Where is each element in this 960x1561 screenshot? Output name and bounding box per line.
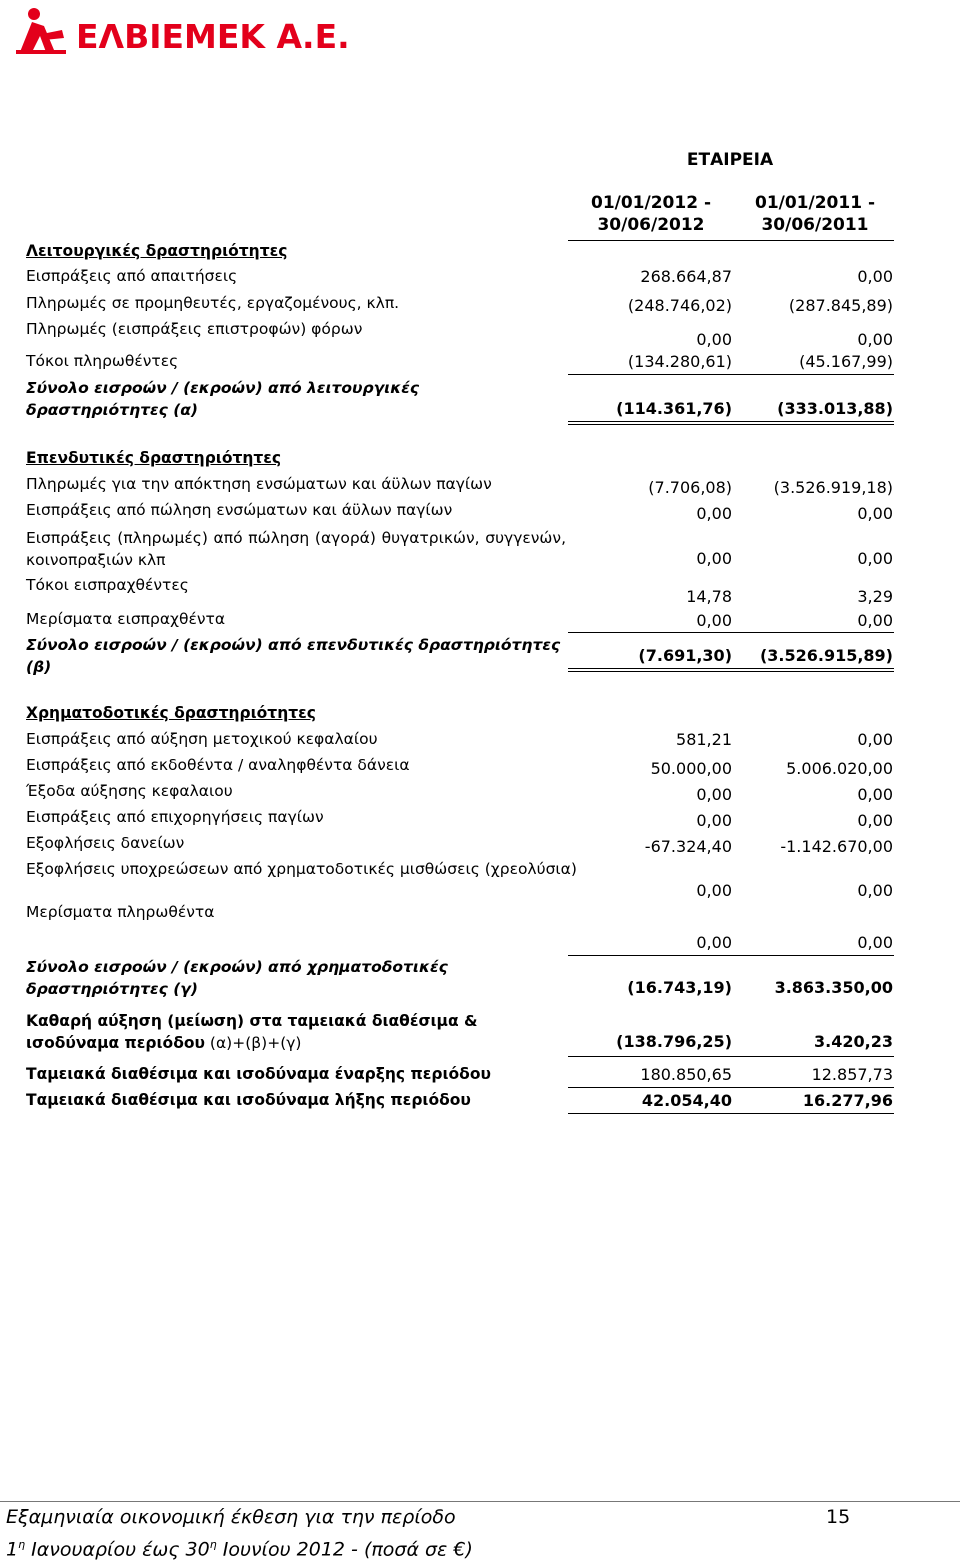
row-label: Εισπράξεις από πώληση ενσώματων και άϋλων παγίων xyxy=(26,501,453,519)
section-financing-title: Χρηματοδοτικές δραστηριότητες xyxy=(26,704,316,722)
row-value-2011: 5.006.020,00 xyxy=(786,759,893,778)
cash-rule xyxy=(568,1087,894,1088)
row-value-2011: 0,00 xyxy=(857,549,893,568)
row-value-2012: (7.706,08) xyxy=(648,478,732,497)
row-value-2012: 0,00 xyxy=(696,881,732,900)
net-change-2012: (138.796,25) xyxy=(616,1032,732,1051)
row-value-2012: 0,00 xyxy=(696,504,732,523)
net-change-2011: 3.420,23 xyxy=(814,1032,893,1051)
row-value-2011: (287.845,89) xyxy=(788,296,893,315)
subtotal-rule xyxy=(568,955,894,956)
row-value-2011: 0,00 xyxy=(857,933,893,952)
total-double-rule xyxy=(568,671,894,672)
row-label: Πληρωμές (εισπράξεις επιστροφών) φόρων xyxy=(26,320,363,338)
company-logo xyxy=(14,4,350,56)
footer-report-title: Εξαμηνιαία οικονομική έκθεση για την περίοδο xyxy=(6,1506,456,1528)
row-label: Μερίσματα εισπραχθέντα xyxy=(26,610,226,628)
logo-text: ΕΛΒΙΕΜΕΚ Α.Ε. xyxy=(76,17,350,56)
row-label: Τόκοι πληρωθέντες xyxy=(26,352,179,370)
row-value-2011: 0,00 xyxy=(857,504,893,523)
row-value-2012: 0,00 xyxy=(696,330,732,349)
net-rule xyxy=(568,1056,894,1057)
footer-period-post: Ιουνίου 2012 - (ποσά σε €) xyxy=(216,1538,473,1561)
total-financing-2012: (16.743,19) xyxy=(627,978,732,997)
row-label: Εισπράξεις από εκδοθέντα / αναληφθέντα δάνεια xyxy=(26,756,410,774)
footer-period xyxy=(6,1538,473,1560)
row-value-2012: 0,00 xyxy=(696,549,732,568)
logo-mark-icon xyxy=(14,4,350,56)
row-label: Εισπράξεις από επιχορηγήσεις παγίων xyxy=(26,808,324,826)
row-value-2012: 268.664,87 xyxy=(640,267,732,286)
footer-rule xyxy=(0,1501,960,1502)
row-label: Εισπράξεις από απαιτήσεις xyxy=(26,267,238,285)
cash-start-2012: 180.850,65 xyxy=(640,1065,732,1084)
row-label: Πληρωμές σε προμηθευτές, εργαζομένους, κλπ. xyxy=(26,294,400,312)
total-double-rule xyxy=(568,424,894,425)
header-rule xyxy=(568,240,894,241)
row-value-2011: (3.526.919,18) xyxy=(773,478,893,497)
total-financing-2011: 3.863.350,00 xyxy=(774,978,893,997)
cash-end-label: Ταμειακά διαθέσιμα και ισοδύναμα λήξης περιόδου xyxy=(26,1091,471,1109)
row-label: Εισπράξεις (πληρωμές) από πώληση (αγορά) θυγατρικών, συγγενών, κοινοπραξιών κλπ xyxy=(26,529,566,569)
cash-end-2012: 42.054,40 xyxy=(641,1091,732,1110)
total-investing-label: Σύνολο εισροών / (εκροών) από επενδυτικές δραστηριότητες (β) xyxy=(26,636,561,676)
row-value-2011: 0,00 xyxy=(857,811,893,830)
row-value-2011: 0,00 xyxy=(857,730,893,749)
row-value-2012: 0,00 xyxy=(696,811,732,830)
total-rule xyxy=(568,421,894,422)
row-value-2011: 0,00 xyxy=(857,330,893,349)
row-value-2011: 0,00 xyxy=(857,785,893,804)
footer-period-sup2: η xyxy=(209,1538,217,1551)
total-investing-2012: (7.691,30) xyxy=(638,646,732,665)
cash-end-2011: 16.277,96 xyxy=(802,1091,893,1110)
total-operating-2011: (333.013,88) xyxy=(777,399,893,418)
row-value-2012: 0,00 xyxy=(696,933,732,952)
total-rule xyxy=(568,668,894,669)
net-change-label-text: Καθαρή αύξηση (μείωση) στα ταμειακά διαθέσιμα & ισοδύναμα περιόδου xyxy=(26,1012,478,1052)
row-value-2011: 0,00 xyxy=(857,611,893,630)
entity-header: ΕΤΑΙΡΕΙΑ xyxy=(686,150,774,170)
row-value-2012: 50.000,00 xyxy=(650,759,732,778)
total-investing-2011: (3.526.915,89) xyxy=(759,646,893,665)
row-label: Τόκοι εισπραχθέντες xyxy=(26,576,189,594)
page-number: 15 xyxy=(826,1506,851,1528)
row-label: Εισπράξεις από αύξηση μετοχικού κεφαλαίου xyxy=(26,730,378,748)
net-change-formula: (α)+(β)+(γ) xyxy=(209,1034,302,1052)
row-value-2012: (134.280,61) xyxy=(627,352,732,371)
row-value-2012: 0,00 xyxy=(696,611,732,630)
row-value-2011: 0,00 xyxy=(857,881,893,900)
row-value-2012: 14,78 xyxy=(686,587,732,606)
footer-period-day1: 1 xyxy=(6,1538,19,1561)
row-label: Πληρωμές για την απόκτηση ενσώματων και άϋλων παγίων xyxy=(26,475,492,493)
row-value-2011: (45.167,99) xyxy=(799,352,893,371)
footer-period-mid: Ιανουαρίου έως 30 xyxy=(25,1538,210,1561)
period-2012-header: 01/01/2012 - 30/06/2012 xyxy=(590,193,712,235)
total-operating-2012: (114.361,76) xyxy=(616,399,732,418)
row-label: Μερίσματα πληρωθέντα xyxy=(26,903,215,921)
cash-start-2011: 12.857,73 xyxy=(811,1065,893,1084)
row-value-2012: (248.746,02) xyxy=(627,296,732,315)
total-operating-label: Σύνολο εισροών / (εκροών) από λειτουργικές δραστηριότητες (α) xyxy=(26,379,420,419)
cash-start-label: Ταμειακά διαθέσιμα και ισοδύναμα έναρξης περιόδου xyxy=(26,1065,491,1083)
row-label: Εξοφλήσεις δανείων xyxy=(26,834,185,852)
subtotal-rule xyxy=(568,632,894,633)
row-value-2012: -67.324,40 xyxy=(644,837,732,856)
row-label: Έξοδα αύξησης κεφαλαιου xyxy=(26,782,233,800)
cash-end-rule xyxy=(568,1113,894,1114)
row-value-2011: -1.142.670,00 xyxy=(780,837,893,856)
footer-period-sup1: η xyxy=(18,1538,26,1551)
total-financing-label: Σύνολο εισροών / (εκροών) από χρηματοδοτικές δραστηριότητες (γ) xyxy=(26,958,448,998)
row-label: Εξοφλήσεις υποχρεώσεων από χρηματοδοτικές μισθώσεις (χρεολύσια) xyxy=(26,860,577,878)
section-investing-title: Επενδυτικές δραστηριότητες xyxy=(26,449,282,467)
row-value-2011: 3,29 xyxy=(857,587,893,606)
row-value-2011: 0,00 xyxy=(857,267,893,286)
subtotal-rule xyxy=(568,374,894,375)
net-change-label xyxy=(26,1010,566,1054)
section-operating-title: Λειτουργικές δραστηριότητες xyxy=(26,242,288,260)
row-value-2012: 0,00 xyxy=(696,785,732,804)
row-value-2012: 581,21 xyxy=(676,730,732,749)
period-2011-header: 01/01/2011 - 30/06/2011 xyxy=(754,193,876,235)
